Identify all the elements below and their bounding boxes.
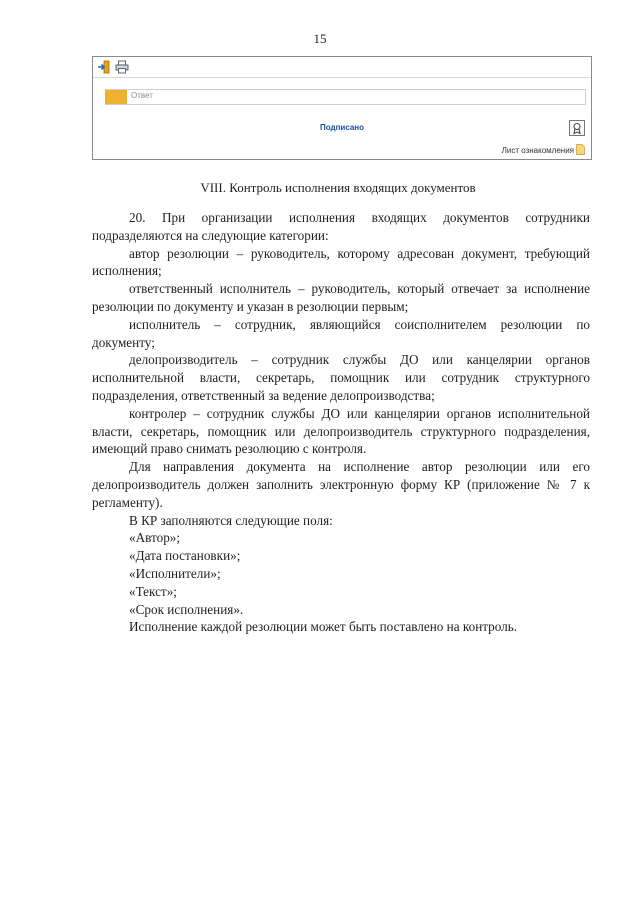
section-heading: VIII. Контроль исполнения входящих документов: [200, 180, 476, 195]
acknowledgement-sheet-link[interactable]: [502, 144, 585, 157]
printer-icon[interactable]: [115, 60, 129, 74]
paragraph: «Срок исполнения».: [129, 601, 244, 617]
embedded-screenshot: [92, 56, 592, 160]
document-icon: [576, 144, 585, 157]
body-text: [92, 209, 590, 636]
exit-icon[interactable]: [97, 60, 111, 74]
paragraph: ответственный исполнитель – руководитель, который отвечает за исполнение резолюции по документу и указан в резолюции первым;: [92, 281, 590, 314]
certificate-icon[interactable]: [569, 120, 585, 136]
paragraph: Для направления документа на исполнение автор резолюции или его делопроизводитель должен заполнить электронную форму КР (приложение № 7 к регламенту).: [92, 459, 590, 510]
paragraph: делопроизводитель – сотрудник службы ДО или канцелярии органов исполнительной власти, секретарь, помощник или сотрудник структурного подразделения, ответственный за ведение делопроизводства;: [92, 352, 590, 403]
paragraph: контролер – сотрудник службы ДО или канцелярии органов исполнительной власти, секретарь, помощник или делопроизводитель структурного подразделения, имеющий право снимать резолюцию с контроля.: [92, 405, 590, 457]
answer-marker: [105, 90, 127, 104]
answer-field[interactable]: [105, 89, 586, 105]
paragraph: «Текст»;: [129, 583, 177, 599]
paragraph: Исполнение каждой резолюции может быть поставлено на контроль.: [129, 619, 518, 635]
paragraph: 20. При организации исполнения входящих документов сотрудники подразделяются на следующие категории:: [92, 210, 590, 243]
toolbar: [93, 57, 591, 78]
page-number: 15: [313, 31, 327, 46]
paragraph: автор резолюции – руководитель, которому адресован документ, требующий исполнения;: [92, 245, 590, 279]
answer-label: Ответ: [131, 91, 153, 100]
paragraph: В КР заполняются следующие поля:: [129, 512, 333, 528]
paragraph: исполнитель – сотрудник, являющийся соисполнителем резолюции по документу;: [92, 316, 590, 350]
paragraph: «Дата постановки»;: [129, 548, 241, 564]
acknowledgement-sheet-label: Лист ознакомления: [501, 146, 574, 155]
signed-status: Подписано: [319, 123, 365, 132]
paragraph: «Автор»;: [129, 530, 181, 546]
paragraph: «Исполнители»;: [129, 565, 221, 581]
